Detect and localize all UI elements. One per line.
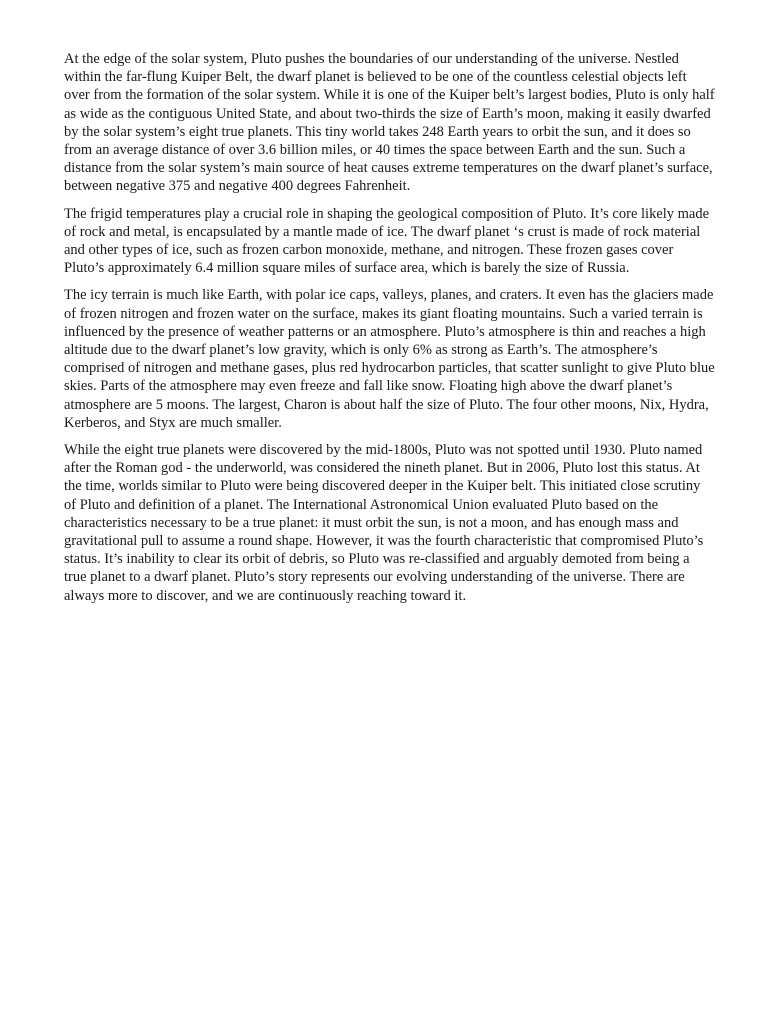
paragraph-4: While the eight true planets were discovered by the mid-1800s, Pluto was not spotted until 1930. Pluto named after the Roman god - the underworld, was considered the nineth planet. But in 2006, Pluto lost this status. At the time, worlds similar to Pluto were being discovered deeper in the Kuiper belt. This initiated close scrutiny of Pluto and definition of a planet. The International Astronomical Union evaluated Pluto based on the characteristics necessary to be a true planet: it must orbit the sun, is not a moon, and has enough mass and gravitational pull to assume a round shape. However, it was the fourth characteristic that compromised Pluto’s status. It’s inability to clear its orbit of debris, so Pluto was re-classified and arguably demoted from being a true planet to a dwarf planet. Pluto’s story represents our evolving understanding of the universe. There are always more to discover, and we are continuously reaching toward it. xyxy=(64,442,704,604)
paragraph-1: At the edge of the solar system, Pluto pushes the boundaries of our understanding of the universe. Nestled within the far-flung Kuiper Belt, the dwarf planet is believed to be one of the countless celestial objects left over from the formation of the solar system. While it is one of the Kuiper belt’s largest bodies, Pluto is only half as wide as the contiguous United State, and about two-thirds the size of Earth’s moon, making it easily dwarfed by the solar system’s eight true planets. This tiny world takes 248 Earth years to orbit the sun, and it does so from an average distance of over 3.6 billion miles, or 40 times the space between Earth and the sun. Such a distance from the solar system’s main source of heat causes extreme temperatures on the dwarf planet’s surface, between negative 375 and negative 400 degrees Fahrenheit. xyxy=(64,51,715,195)
document-body xyxy=(64,50,715,614)
paragraph-2: The frigid temperatures play a crucial role in shaping the geological composition of Pluto. It’s core likely made of rock and metal, is encapsulated by a mantle made of ice. The dwarf planet ‘s crust is made of rock material and other types of ice, such as frozen carbon monoxide, methane, and nitrogen. These frozen gases cover Pluto’s approximately 6.4 million square miles of surface area, which is barely the size of Russia. xyxy=(64,205,710,277)
paragraph-3: The icy terrain is much like Earth, with polar ice caps, valleys, planes, and craters. It even has the glaciers made of frozen nitrogen and frozen water on the surface, makes its giant floating mountains. Such a varied terrain is influenced by the presence of weather patterns or an atmosphere. Pluto’s atmosphere is thin and reaches a high altitude due to the dwarf planet’s low gravity, which is only 6% as strong as Earth’s. The atmosphere’s comprised of nitrogen and methane gases, plus red hydrocarbon particles, that scatter sunlight to give Pluto blue skies. Parts of the atmosphere may even freeze and fall like snow. Floating high above the dwarf planet’s atmosphere are 5 moons. The largest, Charon is about half the size of Pluto. The four other moons, Nix, Hydra, Kerberos, and Styx are much smaller. xyxy=(64,287,715,431)
